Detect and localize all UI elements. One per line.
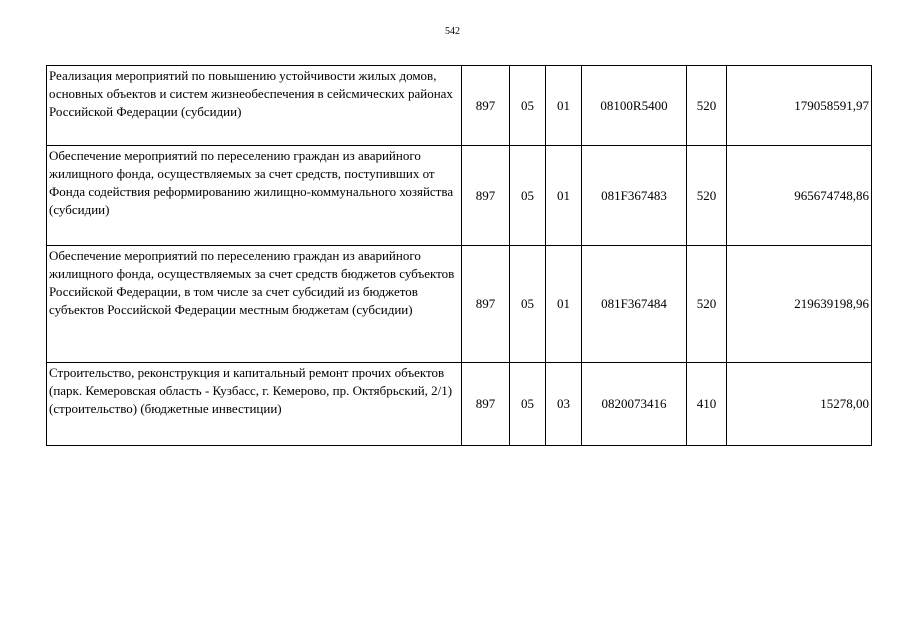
row-grbs: 897 bbox=[462, 246, 510, 363]
row-grbs: 897 bbox=[462, 146, 510, 246]
row-expense-type: 410 bbox=[687, 363, 727, 446]
row-subsection: 01 bbox=[546, 146, 582, 246]
row-section: 05 bbox=[510, 363, 546, 446]
row-expense-type: 520 bbox=[687, 146, 727, 246]
table-row bbox=[47, 246, 872, 363]
row-amount: 179058591,97 bbox=[727, 66, 872, 146]
row-description: Обеспечение мероприятий по переселению граждан из аварийного жилищного фонда, осуществляемых за счет средств, поступивших от Фонда содействия реформированию жилищно-коммунального хозяйства (субсидии) bbox=[47, 146, 462, 246]
row-description: Обеспечение мероприятий по переселению граждан из аварийного жилищного фонда, осуществляемых за счет средств бюджетов субъектов Российской Федерации, в том числе за счет субсидий из бюджетов субъектов Российской Федерации местным бюджетам (субсидии) bbox=[47, 246, 462, 363]
row-expense-type: 520 bbox=[687, 246, 727, 363]
row-section: 05 bbox=[510, 146, 546, 246]
row-amount: 965674748,86 bbox=[727, 146, 872, 246]
row-amount: 219639198,96 bbox=[727, 246, 872, 363]
row-target-article: 081F367484 bbox=[582, 246, 687, 363]
row-description: Реализация мероприятий по повышению устойчивости жилых домов, основных объектов и систем жизнеобеспечения в сейсмических районах Российской Федерации (субсидии) bbox=[47, 66, 462, 146]
page-number: 542 bbox=[445, 26, 460, 37]
row-subsection: 03 bbox=[546, 363, 582, 446]
row-subsection: 01 bbox=[546, 66, 582, 146]
table-row bbox=[47, 66, 872, 146]
row-grbs: 897 bbox=[462, 363, 510, 446]
row-target-article: 081F367483 bbox=[582, 146, 687, 246]
row-subsection: 01 bbox=[546, 246, 582, 363]
row-section: 05 bbox=[510, 246, 546, 363]
row-description: Строительство, реконструкция и капитальный ремонт прочих объектов (парк. Кемеровская область - Кузбасс, г. Кемерово, пр. Октябрьский, 2/1) (строительство) (бюджетные инвестиции) bbox=[47, 363, 462, 446]
table-row bbox=[47, 363, 872, 446]
row-target-article: 08100R5400 bbox=[582, 66, 687, 146]
table-row bbox=[47, 146, 872, 246]
row-target-article: 0820073416 bbox=[582, 363, 687, 446]
row-expense-type: 520 bbox=[687, 66, 727, 146]
row-grbs: 897 bbox=[462, 66, 510, 146]
budget-table bbox=[46, 65, 872, 446]
row-section: 05 bbox=[510, 66, 546, 146]
row-amount: 15278,00 bbox=[727, 363, 872, 446]
